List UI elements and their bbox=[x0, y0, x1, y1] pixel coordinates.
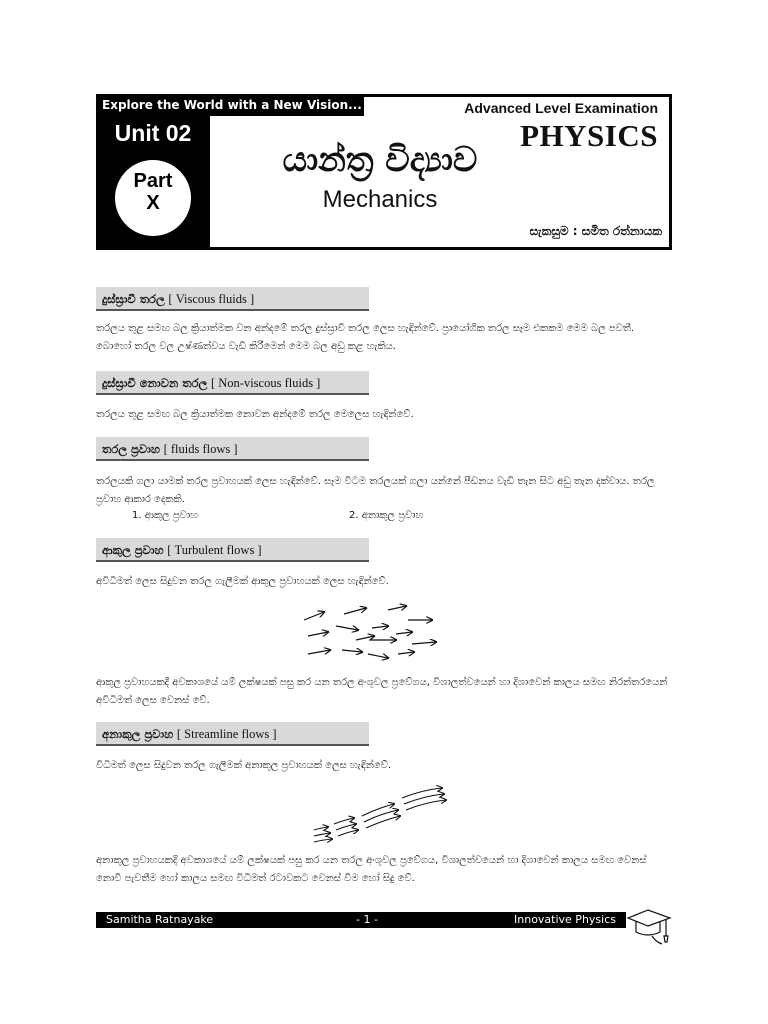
author-credit: සැකසුම : සමිත රත්නායක bbox=[529, 224, 662, 238]
turbulent-flow-arrows-icon bbox=[296, 600, 446, 664]
paragraph: තරලයකි ගලා යාමක් තරල ප්‍රවාහයක් ලෙස හැඳින්වේ. සෑම විටම තරලයක් ගලා යන්නේ පීඩනය වැඩි තැන සිට අඩු තැන දක්වාය. තරල ප්‍රවාහ ආකාර දෙකකි. bbox=[96, 476, 655, 505]
heading-english: [ fluids flows ] bbox=[163, 442, 238, 456]
part-label bbox=[115, 170, 191, 214]
title-english: Mechanics bbox=[322, 186, 438, 213]
title-sinhala: යාන්ත්‍ර විද්‍යාව bbox=[282, 140, 478, 180]
page-number: - 1 - bbox=[356, 913, 378, 926]
part-word: Part bbox=[133, 170, 173, 192]
heading-english: [ Viscous fluids ] bbox=[168, 292, 255, 306]
tagline: Explore the World with a New Vision... bbox=[96, 94, 364, 116]
paragraph: අවිධිමත් ලෙස සිදුවන තරල ගැලීමක් ආකුල ප්‍රවාහයක් ලෙස හැඳින්වේ. bbox=[96, 576, 389, 587]
list-item: 1. ආකුල ප්‍රවාහ bbox=[132, 510, 198, 521]
heading-english: [ Non-viscous fluids ] bbox=[210, 376, 321, 390]
streamline-flow-arrows-icon bbox=[306, 780, 456, 848]
list-item: 2. අනාකුල ප්‍රවාහ bbox=[349, 510, 424, 521]
heading-english: [ Streamline flows ] bbox=[176, 727, 277, 741]
heading-sinhala: දුස්ස්‍රාවී තරල bbox=[102, 292, 165, 306]
heading-sinhala: ආකුල ප්‍රවාහ bbox=[102, 543, 164, 557]
footer-brand: Innovative Physics bbox=[514, 913, 616, 926]
unit-label: Unit 02 bbox=[114, 120, 192, 146]
section-heading-viscous bbox=[96, 287, 369, 311]
paragraph: විධිමත් ලෙස සිදුවන තරල ගැලීමක් අනාකුල ප්‍රවාහයක් ලෙස හැඳින්වේ. bbox=[96, 760, 392, 771]
section-heading-streamline bbox=[96, 722, 369, 746]
paragraph: තරලය තුළ සමඟ බල ක්‍රියාත්මක වන අන්දමේ තරල දුස්ස්‍රාවී තරල ලෙස හැඳින්වේ. ප්‍රායෝගික තරල සෑම එකකම මෙම බල පවතී. බොහෝ තරල වල උෂ්ණත්වය වැඩි කිරීමෙන් මෙම බල අඩු කළ හැකිය. bbox=[96, 323, 635, 352]
section-heading-non-viscous bbox=[96, 371, 369, 395]
exam-title: Advanced Level Examination bbox=[464, 100, 658, 116]
section-heading-fluid-flows bbox=[96, 437, 369, 461]
paragraph: ආකුල ප්‍රවාහයකදී අවකාශයේ යම් ලක්ෂයක් පසු කර යන තරල අංශුවල ප්‍රවේගය, විශාලත්වයෙන් හා දිශාවෙන් කාලය සමඟ නිරන්තරයෙන් අවිධිමත් ලෙස වෙනස් වේ. bbox=[96, 677, 668, 706]
footer-author: Samitha Ratnayake bbox=[106, 913, 214, 926]
heading-sinhala: අනාකුල ප්‍රවාහ bbox=[102, 727, 174, 741]
paragraph: තරලය තුළ සමඟ බල ක්‍රියාත්මක නොවන අන්දමේ තරල මෙලෙස හැඳින්වේ. bbox=[96, 409, 414, 420]
subject-title: PHYSICS bbox=[520, 118, 658, 153]
paragraph: අනාකුල ප්‍රවාහයකදී අවකාශයේ යම් ලක්ෂයක් පසු කර යන තරල අංශුවල ප්‍රවේගය, විශාලත්වයෙන් හා දිශාවෙන් කාලය සමඟ වෙනස් නොවී පැවතීම හෝ කාලය සමඟ විධිමත් රටාවකට වෙනස් වීම හෝ සිදු වේ. bbox=[96, 855, 647, 884]
section-heading-turbulent bbox=[96, 538, 369, 562]
graduation-cap-icon bbox=[626, 906, 672, 948]
heading-english: [ Turbulent flows ] bbox=[167, 543, 262, 557]
part-number: X bbox=[146, 192, 160, 214]
heading-sinhala: දුස්ස්‍රාවී නොවන තරල bbox=[102, 376, 208, 390]
heading-sinhala: තරල ප්‍රවාහ bbox=[102, 442, 160, 456]
